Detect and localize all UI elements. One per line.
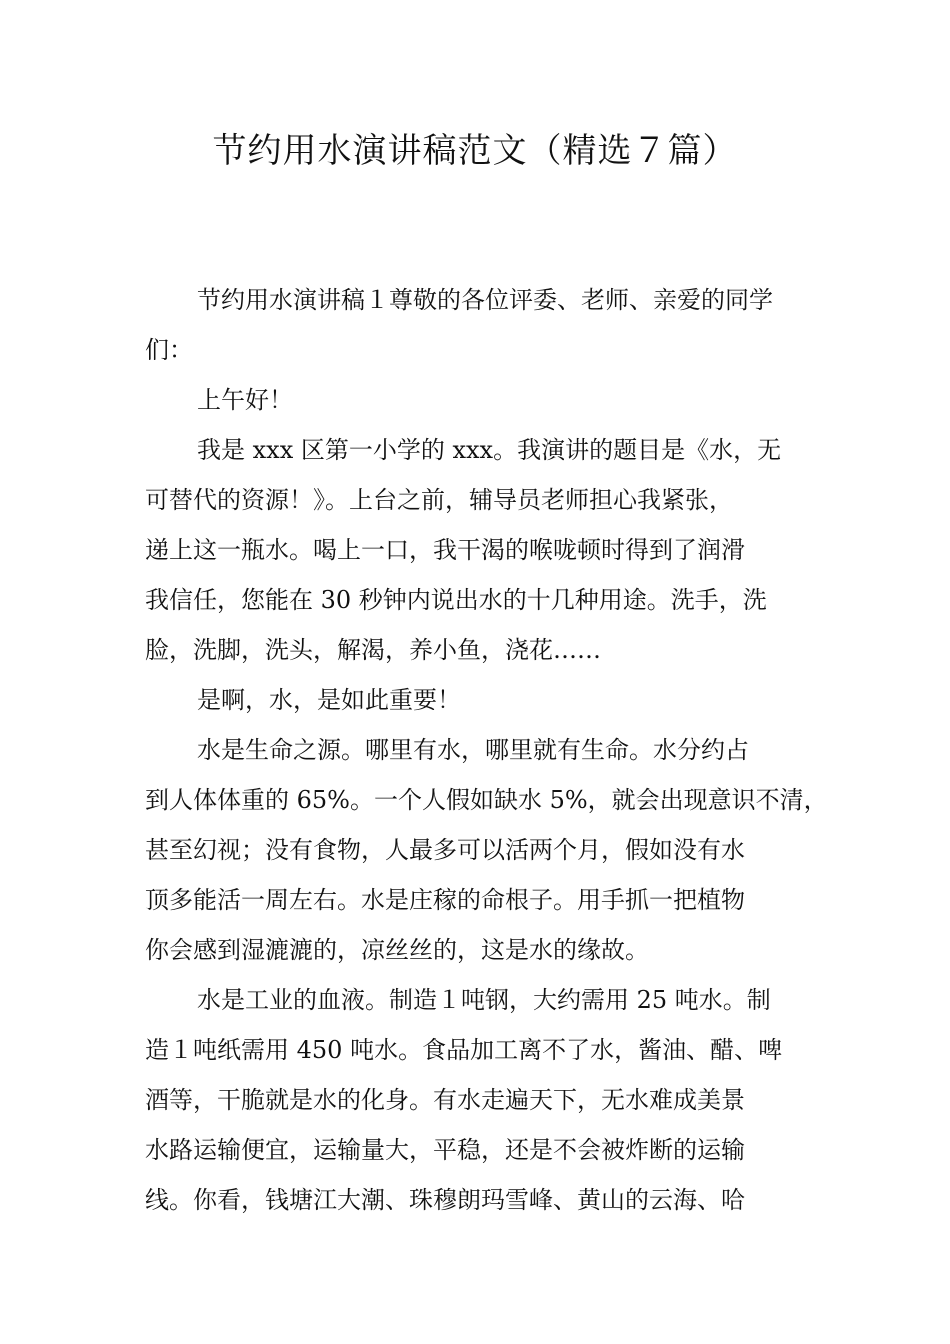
text-line: 酒等，干脆就是水的化身。有水走遍天下，无水难成美景 bbox=[145, 1086, 745, 1114]
text-line: 我是 xxx 区第一小学的 xxx。我演讲的题目是《水，无 bbox=[197, 436, 782, 464]
text-line: 是啊，水，是如此重要！ bbox=[197, 686, 461, 714]
text-line: 你会感到湿漉漉的，凉丝丝的，这是水的缘故。 bbox=[145, 936, 649, 964]
text-line: 水是工业的血液。制造１吨钢，大约需用 25 吨水。制 bbox=[197, 986, 771, 1014]
text-line: 水路运输便宜，运输量大，平稳，还是不会被炸断的运输 bbox=[145, 1136, 745, 1164]
text-line: 到人体体重的 65%。一个人假如缺水 5%，就会出现意识不清， bbox=[145, 786, 828, 814]
text-line: 们： bbox=[145, 336, 193, 364]
text-line: 节约用水演讲稿１尊敬的各位评委、老师、亲爱的同学 bbox=[197, 286, 773, 314]
text-line: 上午好！ bbox=[197, 386, 293, 414]
text-line: 可替代的资源！》。上台之前，辅导员老师担心我紧张， bbox=[145, 486, 733, 514]
text-line: 递上这一瓶水。喝上一口，我干渴的喉咙顿时得到了润滑 bbox=[145, 536, 745, 564]
text-line: 线。你看，钱塘江大潮、珠穆朗玛雪峰、黄山的云海、哈 bbox=[145, 1186, 745, 1214]
text-line: 顶多能活一周左右。水是庄稼的命根子。用手抓一把植物 bbox=[145, 886, 745, 914]
text-line: 造１吨纸需用 450 吨水。食品加工离不了水，酱油、醋、啤 bbox=[145, 1036, 783, 1064]
text-line: 我信任，您能在 30 秒钟内说出水的十几种用途。洗手，洗 bbox=[145, 586, 767, 614]
text-line: 水是生命之源。哪里有水，哪里就有生命。水分约占 bbox=[197, 736, 749, 764]
text-line: 甚至幻视；没有食物，人最多可以活两个月，假如没有水 bbox=[145, 836, 745, 864]
text-line: 脸，洗脚，洗头，解渴，养小鱼，浇花…… bbox=[145, 636, 601, 664]
document-body bbox=[145, 275, 835, 1225]
document-title: 节约用水演讲稿范文（精选７篇） bbox=[212, 131, 738, 171]
